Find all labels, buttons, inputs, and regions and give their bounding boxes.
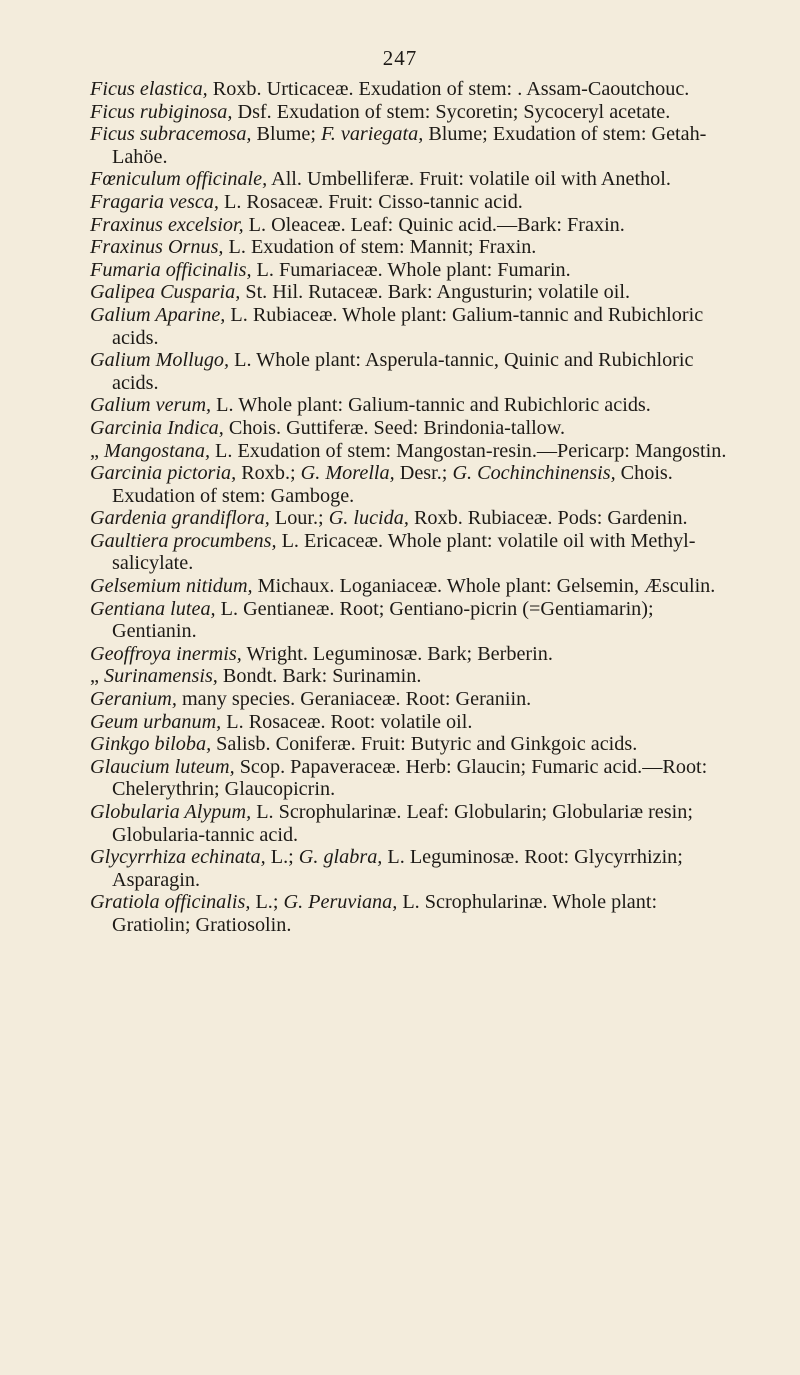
entry (90, 530, 740, 575)
entry (90, 417, 740, 440)
species-name: G. Cochinchinensis, (452, 462, 616, 485)
species-name: Gaultiera procumbens, (90, 529, 277, 552)
entry-text: L. Gentianeæ. Root; Gentiano-picrin (=Gentiamarin); Gentianin. (112, 597, 654, 643)
entry-text: All. Umbelliferæ. Fruit: volatile oil with Anethol. (267, 168, 671, 191)
entry (90, 349, 740, 394)
species-name: Glaucium luteum, (90, 755, 235, 778)
species-name: G. Peruviana, (283, 891, 398, 914)
entry (90, 711, 740, 734)
species-name: Fraxinus Ornus, (90, 236, 224, 259)
entry-text: Blume; (251, 123, 322, 146)
entry-text: L. Rubiaceæ. Whole plant: Galium-tannic and Rubichloric acids. (112, 303, 704, 349)
entry (90, 214, 740, 237)
entry (90, 846, 740, 891)
entry-text: many species. Geraniaceæ. Root: Geraniin. (176, 688, 532, 711)
entry (90, 756, 740, 801)
entry-text: Chois. Guttiferæ. Seed: Brindonia-tallow. (223, 416, 566, 439)
entry-text: L. Scrophularinæ. Leaf: Globularin; Globulariæ resin; Globularia-tannic acid. (112, 801, 693, 846)
entry-text: L. Ericaceæ. Whole plant: volatile oil with Methyl-salicylate. (112, 529, 696, 575)
species-name: Glycyrrhiza echinata, (90, 846, 266, 869)
entry-text: L.; (265, 846, 299, 869)
species-name: Galium Mollugo, (90, 349, 230, 372)
species-name: Garcinia pictoria, (90, 462, 237, 485)
entry-text: Scop. Papaveraceæ. Herb: Glaucin; Fumaric acid.—Root: Chelerythrin; Glaucopicrin. (112, 755, 708, 801)
species-name: Ficus subracemosa, (90, 123, 252, 146)
entry (90, 123, 740, 168)
entry (90, 598, 740, 643)
entry-text: L. Whole plant: Galium-tannic and Rubichloric acids. (211, 394, 651, 417)
species-name: F. variegata, (321, 123, 424, 146)
entry (90, 575, 740, 598)
species-name: G. glabra, (298, 846, 383, 869)
entry (90, 304, 740, 349)
entry (90, 462, 740, 507)
entry (90, 281, 740, 304)
entry-text: Chois. Exudation of stem: Gamboge. (112, 462, 673, 507)
species-name: Fœniculum officinale, (90, 168, 268, 191)
species-name: Surinamensis, (104, 665, 218, 688)
entry-text: Dsf. Exudation of stem: Sycoretin; Sycoceryl acetate. (232, 100, 671, 123)
species-name: Galium verum, (90, 394, 212, 417)
species-name: Mangostana, (104, 439, 210, 462)
entry (90, 665, 740, 688)
entry-text: Wright. Leguminosæ. Bark; Berberin. (241, 642, 553, 665)
entry (90, 236, 740, 259)
species-name: Garcinia Indica, (90, 416, 224, 439)
species-name: G. lucida, (328, 507, 409, 530)
species-name: Fraxinus excelsior, (90, 213, 244, 236)
species-name: Ficus rubiginosa, (90, 100, 233, 123)
species-name: Gelsemium nitidum, (90, 575, 253, 598)
entry-text: Desr.; (394, 462, 453, 485)
species-name: Ginkgo biloba, (90, 733, 212, 756)
species-name: Gentiana lutea, (90, 597, 216, 620)
entry-text: Salisb. Coniferæ. Fruit: Butyric and Ginkgoic acids. (211, 733, 638, 756)
entry-text: L. Whole plant: Asperula-tannic, Quinic and Rubichloric acids. (112, 349, 694, 394)
species-name: Galipea Cusparia, (90, 281, 241, 304)
species-name: Fumaria officinalis, (90, 258, 252, 281)
entry (90, 507, 740, 530)
species-name: Ficus elastica, (90, 78, 208, 100)
entry-list (90, 78, 740, 937)
species-name: Fragaria vesca, (90, 190, 219, 213)
entry (90, 643, 740, 666)
entry-text: L. Rosaceæ. Root: volatile oil. (221, 710, 473, 733)
entry-text: L. Oleaceæ. Leaf: Quinic acid.—Bark: Fraxin. (243, 213, 625, 236)
entry-text: L. Exudation of stem: Mangostan-resin.—Pericarp: Mangostin. (210, 439, 727, 462)
entry-prefix: „ (90, 439, 105, 462)
entry-text: L. Leguminosæ. Root: Glycyrrhizin; Asparagin. (112, 846, 683, 891)
entry-prefix: „ (90, 665, 105, 688)
entry (90, 801, 740, 846)
species-name: Globularia Alypum, (90, 801, 252, 823)
entry-text: L. Exudation of stem: Mannit; Fraxin. (223, 236, 537, 259)
entry-text: L. Fumariaceæ. Whole plant: Fumarin. (251, 258, 571, 281)
entry (90, 101, 740, 124)
entry-text: L. Rosaceæ. Fruit: Cisso-tannic acid. (218, 190, 523, 213)
entry (90, 259, 740, 282)
entry (90, 440, 740, 463)
entry (90, 891, 740, 936)
entry (90, 78, 740, 101)
entry-text: Lour.; (269, 507, 329, 530)
entry-text: Blume; Exudation of stem: Getah-Lahöe. (112, 123, 707, 168)
species-name: Geum urbanum, (90, 710, 222, 733)
species-name: G. Morella, (300, 462, 395, 485)
entry-text: Roxb. Rubiaceæ. Pods: Gardenin. (408, 507, 688, 530)
entry-text: Roxb.; (236, 462, 301, 485)
page-number: 247 (382, 46, 418, 70)
entry-text: Bondt. Bark: Surinamin. (217, 665, 422, 688)
entry-text: L.; (250, 891, 284, 914)
entry-text: L. Scrophularinæ. Whole plant: Gratiolin; Gratiosolin. (112, 891, 658, 936)
entry (90, 168, 740, 191)
species-name: Gardenia grandiflora, (90, 507, 270, 530)
entry (90, 394, 740, 417)
species-name: Gratiola officinalis, (90, 891, 251, 914)
entry-text: St. Hil. Rutaceæ. Bark: Angusturin; volatile oil. (240, 281, 630, 304)
entry-text: Roxb. Urticaceæ. Exudation of stem: . Assam-Caoutchouc. (207, 78, 690, 100)
entry (90, 733, 740, 756)
species-name: Geoffroya inermis, (90, 642, 242, 665)
entry (90, 688, 740, 711)
species-name: Geranium, (90, 688, 177, 711)
species-name: Galium Aparine, (90, 303, 226, 326)
entry (90, 191, 740, 214)
entry-text: Michaux. Loganiaceæ. Whole plant: Gelsemin, Æsculin. (252, 575, 716, 598)
